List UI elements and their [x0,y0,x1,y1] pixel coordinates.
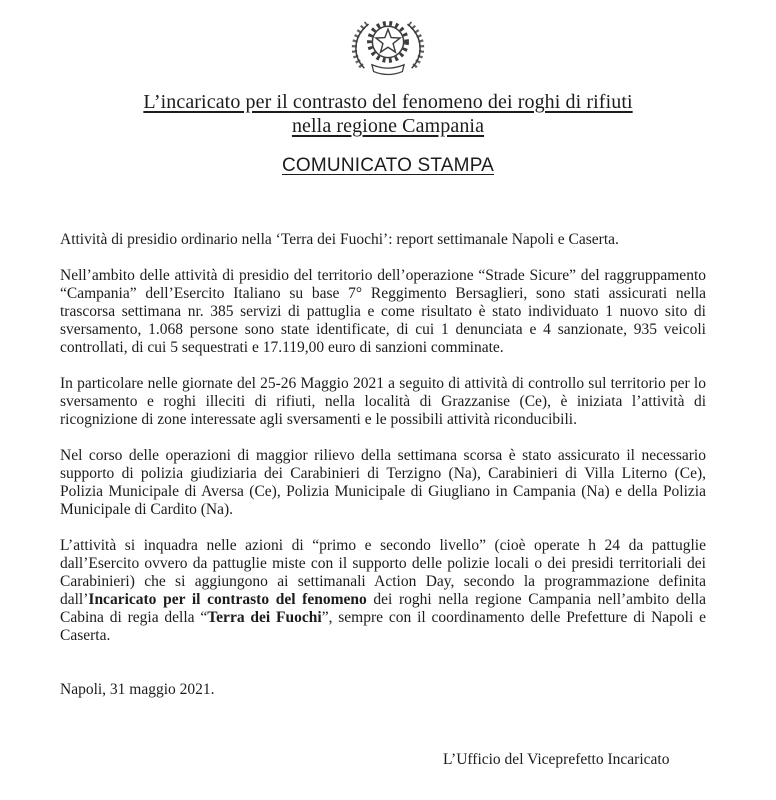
italian-republic-emblem [0,14,776,82]
paragraph-grazzanise: In particolare nelle giornate del 25-26 Maggio 2021 a seguito di attività di controllo sul territorio per lo sversamento e roghi illeciti di rifiuti, nella località di Grazzanise (Ce), è iniziata l’attività di ricognizione di zone interessate agli sversamenti e le possibili attività riconducibili. [60,375,706,428]
document-title [40,90,736,138]
paragraph-report-settimanale: Nell’ambito delle attività di presidio del territorio dell’operazione “Strade Sicure” del raggruppamento “Campania” dell’Esercito Italiano su base 7° Reggimento Bersaglieri, sono stati assicurati nella trascorsa settimana nr. 385 servizi di pattuglia e come risultato è stato individuato 1 nuovo sito di sversamento, 1.068 persone sono state identificate, di cui 1 denunciata e 4 sanzionate, 935 veicoli controllati, di cui 5 sequestrati e 17.119,00 euro di sanzioni comminate. [60,267,706,356]
paragraph-azioni-livelli: L’attività si inquadra nelle azioni di “primo e secondo livello” (cioè operate h 24 da pattuglie dall’Esercito ovvero da pattuglie miste con il supporto delle polizie locali o dei presidi territoriali dei Carabinieri) che si aggiungono ai settimanali Action Day, secondo la programmazione definita dall’Incaricato per il contrasto del fenomeno dei roghi nella regione Campania nell’ambito della Cabina di regia della “Terra dei Fuochi”, sempre con il coordinamento delle Prefetture di Napoli e Caserta. [60,537,707,644]
italian-republic-emblem-icon [341,14,435,80]
document-title-line-1: L’incaricato per il contrasto del fenomeno dei roghi di rifiuti [143,91,633,113]
signature: L’Ufficio del Viceprefetto Incaricato [443,751,670,768]
document-title-line-2: nella regione Campania [291,115,485,137]
paragraph-supporto-polizia: Nel corso delle operazioni di maggior rilievo della settimana scorsa è stato assicurato il necessario supporto di polizia giudiziaria dei Carabinieri di Terzigno (Na), Carabinieri di Villa Literno (Ce), Polizia Municipale di Aversa (Ce), Polizia Municipale di Giugliano in Campania (Na) e della Polizia Municipale di Cardito (Na). [60,447,706,518]
subtitle-comunicato-stampa: COMUNICATO STAMPA [281,155,495,176]
document-body [60,231,706,645]
paragraph-intro: Attività di presidio ordinario nella ‘Terra dei Fuochi’: report settimanale Napoli e Caserta. [60,231,619,248]
dateline: Napoli, 31 maggio 2021. [60,681,215,698]
